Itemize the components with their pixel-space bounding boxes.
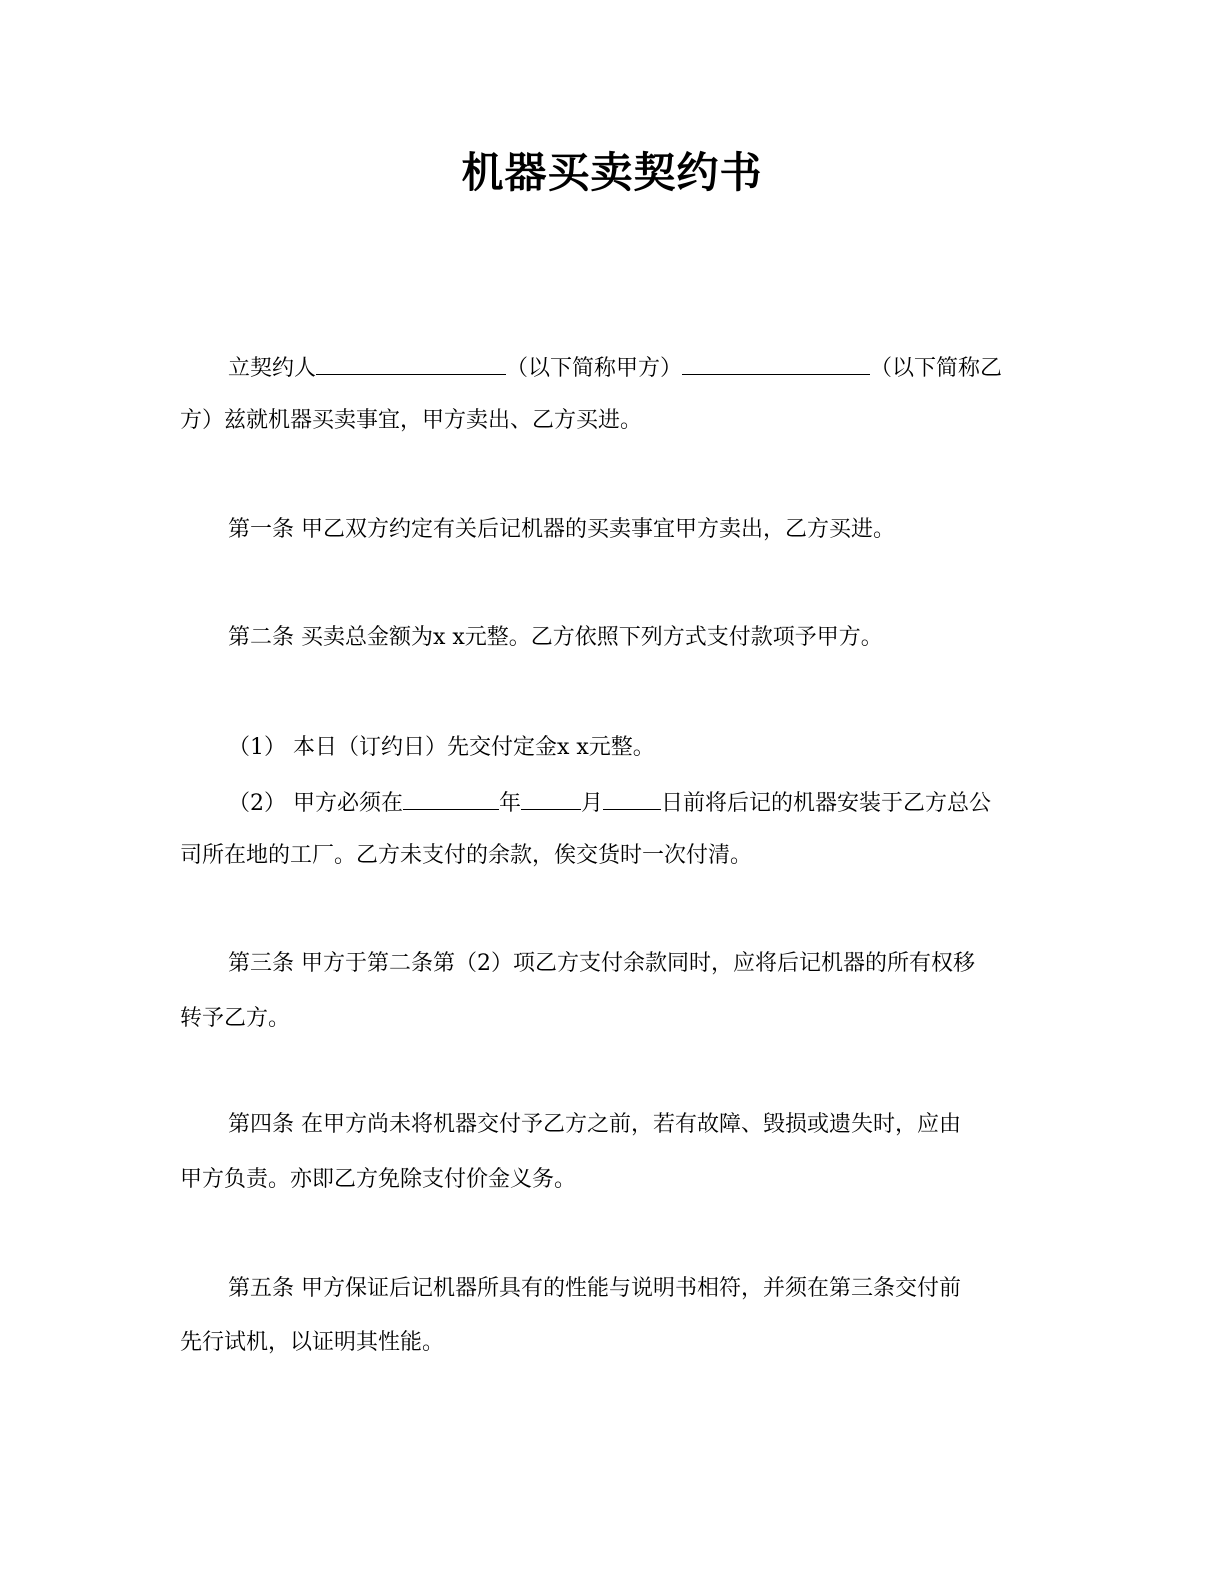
item-2-text: 日前将后记的机器安装于乙方总公	[661, 791, 992, 816]
article-3-line-2: 转予乙方。	[180, 1006, 291, 1031]
preamble-text: 立契约人	[228, 356, 317, 381]
party-a-blank[interactable]	[316, 352, 506, 375]
day-blank[interactable]	[603, 787, 661, 810]
article-4-line-2: 甲方负责。亦即乙方免除支付价金义务。	[180, 1167, 577, 1192]
item-1: （1） 本日（订约日）先交付定金x x元整。	[228, 735, 655, 760]
party-b-blank[interactable]	[682, 352, 870, 375]
document-title: 机器买卖契约书	[461, 148, 763, 197]
month-label: 月	[581, 791, 604, 816]
article-3-line-1: 第三条 甲方于第二条第（2）项乙方支付余款同时，应将后记机器的所有权移	[228, 951, 975, 976]
article-2: 第二条 买卖总金额为x x元整。乙方依照下列方式支付款项予甲方。	[228, 625, 883, 650]
preamble-text: （以下简称乙	[870, 356, 1003, 381]
item-2-line-2: 司所在地的工厂。乙方未支付的余款，俟交货时一次付清。	[180, 843, 753, 868]
article-1: 第一条 甲乙双方约定有关后记机器的买卖事宜甲方卖出，乙方买进。	[228, 517, 895, 542]
preamble-line-1	[228, 352, 1002, 384]
preamble-text: （以下简称甲方）	[506, 356, 683, 381]
year-label: 年	[499, 791, 522, 816]
article-5-line-2: 先行试机，以证明其性能。	[180, 1330, 445, 1355]
article-4-line-1: 第四条 在甲方尚未将机器交付予乙方之前，若有故障、毁损或遗失时，应由	[228, 1112, 961, 1137]
article-5-line-1: 第五条 甲方保证后记机器所具有的性能与说明书相符，并须在第三条交付前	[228, 1276, 961, 1301]
year-blank[interactable]	[403, 787, 499, 810]
month-blank[interactable]	[521, 787, 581, 810]
item-2-text: （2） 甲方必须在	[228, 791, 403, 816]
preamble-line-2: 方）兹就机器买卖事宜，甲方卖出、乙方买进。	[180, 408, 643, 433]
item-2-line-1	[228, 787, 991, 819]
